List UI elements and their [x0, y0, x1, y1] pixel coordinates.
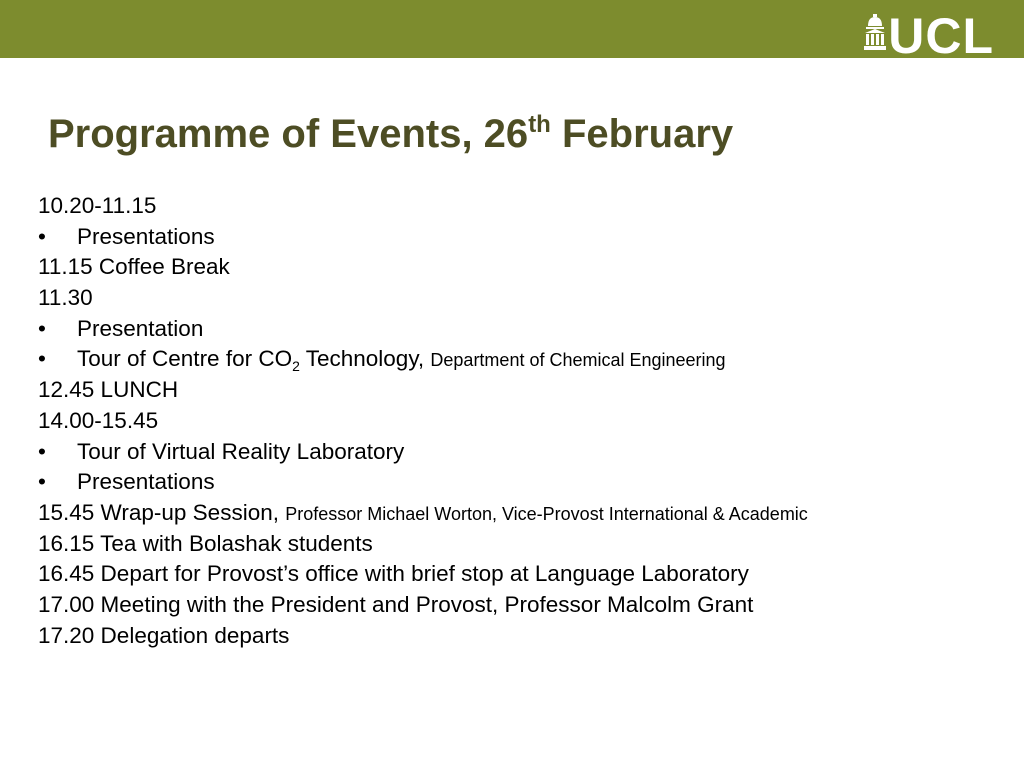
bullet-icon: •	[38, 346, 46, 372]
agenda-bullet-item	[38, 344, 808, 375]
agenda-text: 11.30	[38, 285, 93, 311]
agenda-bullet-item	[38, 467, 808, 498]
agenda-item	[38, 498, 808, 529]
title-main: Programme of Events, 26	[48, 112, 529, 156]
agenda-text: 15.45 Wrap-up Session,	[38, 499, 286, 525]
agenda-time-slot	[38, 406, 808, 437]
agenda-detail: Professor Michael Worton, Vice-Provost International & Academic	[285, 503, 808, 524]
bullet-icon: •	[38, 223, 46, 249]
agenda-item	[38, 590, 808, 621]
agenda-item	[38, 559, 808, 590]
agenda-item	[38, 529, 808, 560]
page-title	[48, 108, 733, 160]
agenda-text-continued: Technology,	[299, 346, 431, 372]
agenda-bullet-item	[38, 222, 808, 253]
ucl-logo	[864, 8, 994, 64]
agenda-text: 11.15 Coffee Break	[38, 254, 230, 280]
agenda-text: 16.15 Tea with Bolashak students	[38, 530, 373, 556]
portico-icon	[864, 14, 886, 50]
agenda-text: 10.20-11.15	[38, 193, 157, 218]
agenda-text: Presentations	[77, 223, 215, 249]
agenda-time-slot	[38, 283, 808, 314]
header-bar	[0, 0, 1024, 64]
agenda-text: Tour of Centre for CO	[77, 346, 293, 372]
logo-wordmark: UCL	[888, 8, 994, 64]
title-ordinal-suffix: th	[528, 111, 551, 138]
agenda-bullet-item	[38, 314, 808, 345]
agenda-text: 16.45 Depart for Provost’s office with brief stop at Language Laboratory	[38, 561, 749, 587]
agenda-item	[38, 252, 808, 283]
title-month: February	[550, 112, 734, 156]
agenda-text: Presentation	[77, 315, 204, 341]
agenda-item	[38, 621, 808, 652]
agenda-bullet-item	[38, 437, 808, 468]
agenda-text: Presentations	[77, 469, 215, 495]
agenda-text: 17.00 Meeting with the President and Provost, Professor Malcolm Grant	[38, 591, 754, 617]
bullet-icon: •	[38, 315, 46, 341]
agenda-text: 14.00-15.45	[38, 407, 159, 433]
agenda-time-slot	[38, 191, 808, 222]
agenda-text: 12.45 LUNCH	[38, 377, 179, 403]
bullet-icon: •	[38, 469, 46, 495]
agenda-item	[38, 375, 808, 406]
agenda-detail: Department of Chemical Engineering	[430, 350, 726, 371]
agenda-list	[38, 191, 808, 651]
agenda-text: 17.20 Delegation departs	[38, 622, 290, 648]
bullet-icon: •	[38, 438, 46, 464]
subscript-text: 2	[292, 358, 300, 375]
agenda-text: Tour of Virtual Reality Laboratory	[77, 438, 405, 464]
